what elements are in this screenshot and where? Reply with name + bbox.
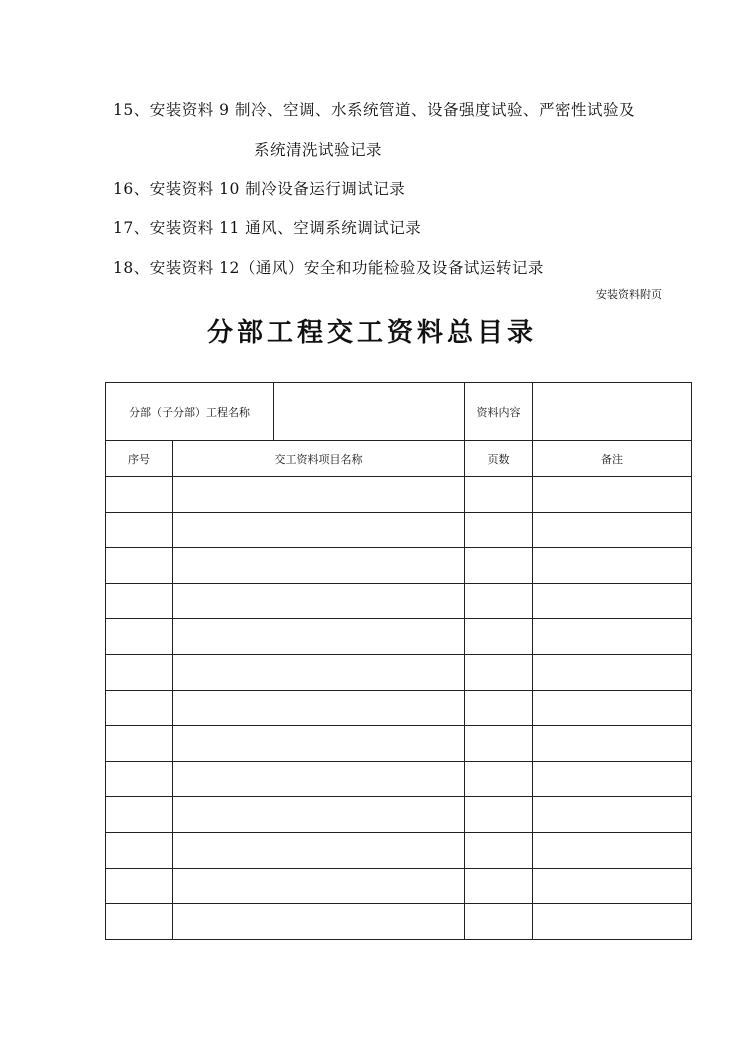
appendix-label: 安装资料附页	[596, 288, 662, 301]
cell-remarks[interactable]	[533, 868, 692, 904]
table-row	[106, 868, 692, 904]
cell-item-name[interactable]	[173, 583, 465, 619]
cell-remarks[interactable]	[533, 726, 692, 762]
cell-index[interactable]	[106, 477, 173, 513]
cell-remarks[interactable]	[533, 477, 692, 513]
table-row	[106, 548, 692, 584]
project-name-label: 分部（子分部）工程名称	[106, 383, 274, 441]
cell-item-name[interactable]	[173, 904, 465, 940]
cell-pages[interactable]	[465, 654, 533, 690]
cell-index[interactable]	[106, 868, 173, 904]
cell-remarks[interactable]	[533, 690, 692, 726]
cell-item-name[interactable]	[173, 726, 465, 762]
cell-pages[interactable]	[465, 726, 533, 762]
list-item-16: 16、安装资料 10 制冷设备运行调试记录	[113, 180, 406, 198]
cell-index[interactable]	[106, 619, 173, 655]
cell-pages[interactable]	[465, 583, 533, 619]
cell-pages[interactable]	[465, 477, 533, 513]
project-name-value[interactable]	[274, 383, 465, 441]
cell-index[interactable]	[106, 904, 173, 940]
column-header-item-name: 交工资料项目名称	[173, 441, 465, 477]
table-row	[106, 904, 692, 940]
cell-item-name[interactable]	[173, 512, 465, 548]
cell-remarks[interactable]	[533, 619, 692, 655]
cell-remarks[interactable]	[533, 797, 692, 833]
cell-index[interactable]	[106, 512, 173, 548]
cell-index[interactable]	[106, 726, 173, 762]
list-item-18: 18、安装资料 12（通风）安全和功能检验及设备试运转记录	[113, 259, 544, 277]
cell-pages[interactable]	[465, 548, 533, 584]
table-row	[106, 619, 692, 655]
cell-remarks[interactable]	[533, 832, 692, 868]
cell-item-name[interactable]	[173, 868, 465, 904]
project-info-row	[106, 383, 692, 441]
table-row	[106, 797, 692, 833]
catalog-table	[105, 382, 692, 940]
cell-index[interactable]	[106, 761, 173, 797]
column-header-remarks: 备注	[533, 441, 692, 477]
table-row	[106, 477, 692, 513]
content-value[interactable]	[533, 383, 692, 441]
table-row	[106, 726, 692, 762]
cell-index[interactable]	[106, 583, 173, 619]
cell-remarks[interactable]	[533, 548, 692, 584]
cell-item-name[interactable]	[173, 654, 465, 690]
cell-item-name[interactable]	[173, 761, 465, 797]
cell-index[interactable]	[106, 654, 173, 690]
cell-item-name[interactable]	[173, 477, 465, 513]
table-row	[106, 690, 692, 726]
cell-remarks[interactable]	[533, 583, 692, 619]
cell-remarks[interactable]	[533, 654, 692, 690]
cell-pages[interactable]	[465, 832, 533, 868]
list-item-15-continuation: 系统清洗试验记录	[254, 141, 383, 159]
cell-item-name[interactable]	[173, 690, 465, 726]
list-item-17: 17、安装资料 11 通风、空调系统调试记录	[113, 219, 422, 237]
cell-pages[interactable]	[465, 797, 533, 833]
table-row	[106, 654, 692, 690]
table-row	[106, 512, 692, 548]
cell-pages[interactable]	[465, 619, 533, 655]
cell-item-name[interactable]	[173, 548, 465, 584]
cell-item-name[interactable]	[173, 619, 465, 655]
table-row	[106, 832, 692, 868]
cell-pages[interactable]	[465, 761, 533, 797]
cell-index[interactable]	[106, 690, 173, 726]
cell-remarks[interactable]	[533, 904, 692, 940]
cell-pages[interactable]	[465, 868, 533, 904]
cell-pages[interactable]	[465, 904, 533, 940]
column-header-index: 序号	[106, 441, 173, 477]
table-row	[106, 761, 692, 797]
cell-item-name[interactable]	[173, 832, 465, 868]
cell-pages[interactable]	[465, 690, 533, 726]
table-row	[106, 583, 692, 619]
column-header-pages: 页数	[465, 441, 533, 477]
cell-item-name[interactable]	[173, 797, 465, 833]
cell-index[interactable]	[106, 797, 173, 833]
column-header-row	[106, 441, 692, 477]
cell-index[interactable]	[106, 832, 173, 868]
list-item-15: 15、安装资料 9 制冷、空调、水系统管道、设备强度试验、严密性试验及	[113, 101, 635, 119]
page-title: 分部工程交工资料总目录	[206, 318, 537, 348]
cell-remarks[interactable]	[533, 761, 692, 797]
cell-index[interactable]	[106, 548, 173, 584]
content-label: 资料内容	[465, 383, 533, 441]
cell-pages[interactable]	[465, 512, 533, 548]
cell-remarks[interactable]	[533, 512, 692, 548]
